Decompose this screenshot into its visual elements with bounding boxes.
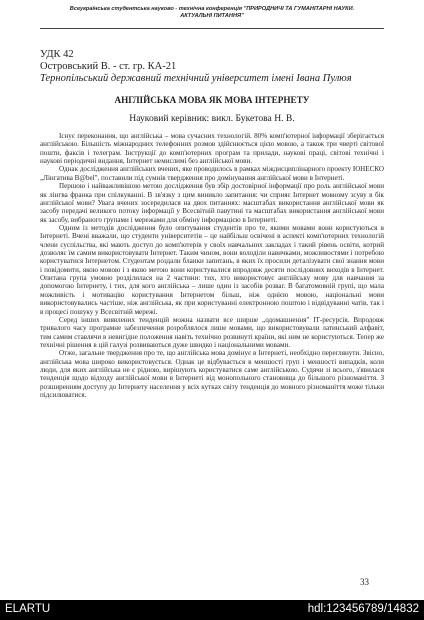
header-line-1: Всеукраїнська студентська науково - технічна конференція "ПРИРОДНИЧІ ТА ГУМАНІТАРНІ НАУКИ. — [69, 6, 355, 12]
header-line-2: АКТУАЛЬНІ ПИТАННЯ" — [180, 12, 244, 19]
page-number: 33 — [360, 577, 369, 587]
paragraph-3: Першою і найважливішою метою дослідження був збір достовірної інформації про роль англійської мови як лінгва франка при спілкуванні. В зв'язку з цим виникло запитання: чи сприяє Інтернет мовному зсуву в бік англійської мови? Увага вчених зосередилася на двох питаннях: масштабах використання англійської мови як засобу передачі великого потоку інформації у Всесвітній павутині та масштабах використання англійської мови як засобу, вибраного групами і мережами для обміну інформацією в Інтернеті. — [40, 182, 384, 224]
author-line: Островський В. - ст. гр. КА-21 — [40, 61, 177, 72]
affiliation-line: Тернопільський державний технічний університет імені Івана Пулюя — [40, 73, 352, 84]
paragraph-6: Отже, загальне твердження про те, що англійська мова домінує в Інтернеті, необхідно переглянути. Звісно, англійська мова широко використовується. Однак це відбувається в меншості груп і меншості випадків, коли люди, для яких англійська не є рідною, вирішують користуватися саме англійською. Судячи зі всього, з'явилася тенденція щодо відходу англійської мови в Інтернеті від монопольного становища до більшого різноманіття. З розширенням доступу до Інтернету населення у всіх кутках світу тенденція до мовного різноманіття може тільки підсилюватися. — [40, 349, 384, 400]
repository-name: ELARTU — [5, 603, 51, 615]
supervisor-line: Науковий керівник: викл. Букетова Н. В. — [129, 113, 295, 124]
body-text — [40, 132, 384, 400]
paper-title: АНГЛІЙСЬКА МОВА ЯК МОВА ІНТЕРНЕТУ — [114, 95, 310, 105]
conference-header — [40, 6, 384, 19]
paragraph-5: Серед інших виявлених тенденцій можна назвати все ширше „одомашнення" ІТ-ресурсів. Впродовж тривалого часу програмне забезпечення розроблялося лише мовами, що використовували латинський алфавіт, тим самим ставлячи в невигідне положення навіть технічно розвинуті країни, які ним не користуються. Тепер же технічні рішення в цій галузі розвиваються дуже швидко і національними мовами. — [40, 315, 384, 349]
paragraph-2: Однак дослідження англійських вчених, яке проводилось в рамках міждисциплінарного проекту ЮНЕСКО „Лінгатива В@bel", поставили під сумнів твердження про домінування англійської мови в Інтернеті. — [40, 165, 384, 182]
paragraph-1: Існує переконання, що англійська – мова сучасних технологій. 80% комп'ютерної інформації зберігається англійською. Більшість міжнародних телефонних розмов здійснюється цією мовою, а також три чверті світової пошти, факсів і телеграм. Інструкції до комп'ютерних програм та прилади, наукові праці, світові технічні і наукові періодичні видання, Інтернет немислимі без англійської мови. — [40, 132, 384, 166]
udc-code: УДК 42 — [40, 49, 74, 60]
repository-footer — [0, 600, 424, 620]
handle-identifier: hdl:123456789/14832 — [307, 603, 419, 615]
paragraph-4: Одним із методів дослідження було опитування студентів про те, якими мовами вони користуються в Інтернеті. Вчені вважали, що студенти університетів – це найбільш освічені в аспекті комп'ютерних технологій члени суспільства, які мають доступ до комп'ютерів у своїх навчальних закладах і такий рівень освіти, котрий дозволяє їм самим використовувати Інтернет. Таким чином, вони володіли навичками, можливостями і потребою користуватися Інтернетом. Студентам роздали бланки запитань, в яких їх просили деталізувати свої знання мови і повідомити, якою мовою і з якою метою вони користувалися впродовж десяти послідовних виходів в Інтернет. Опитана група умовно розділилася на 2 частини: тих, хто використовує англійську мову для навчання за допомогою Інтернету, і тих, для кого англійська – лише один із засобів розваг. В багатомовній групі, що мала можливість і мотивацію користування Інтернетом більш, ніж однією мовою, національні мови використовувались частіше, ніж англійська, як при користуванні електронною поштою і відвідуванні чатів, так і в процесі пошуку у Всесвітній мережі. — [40, 223, 384, 316]
header-rule — [40, 28, 384, 29]
